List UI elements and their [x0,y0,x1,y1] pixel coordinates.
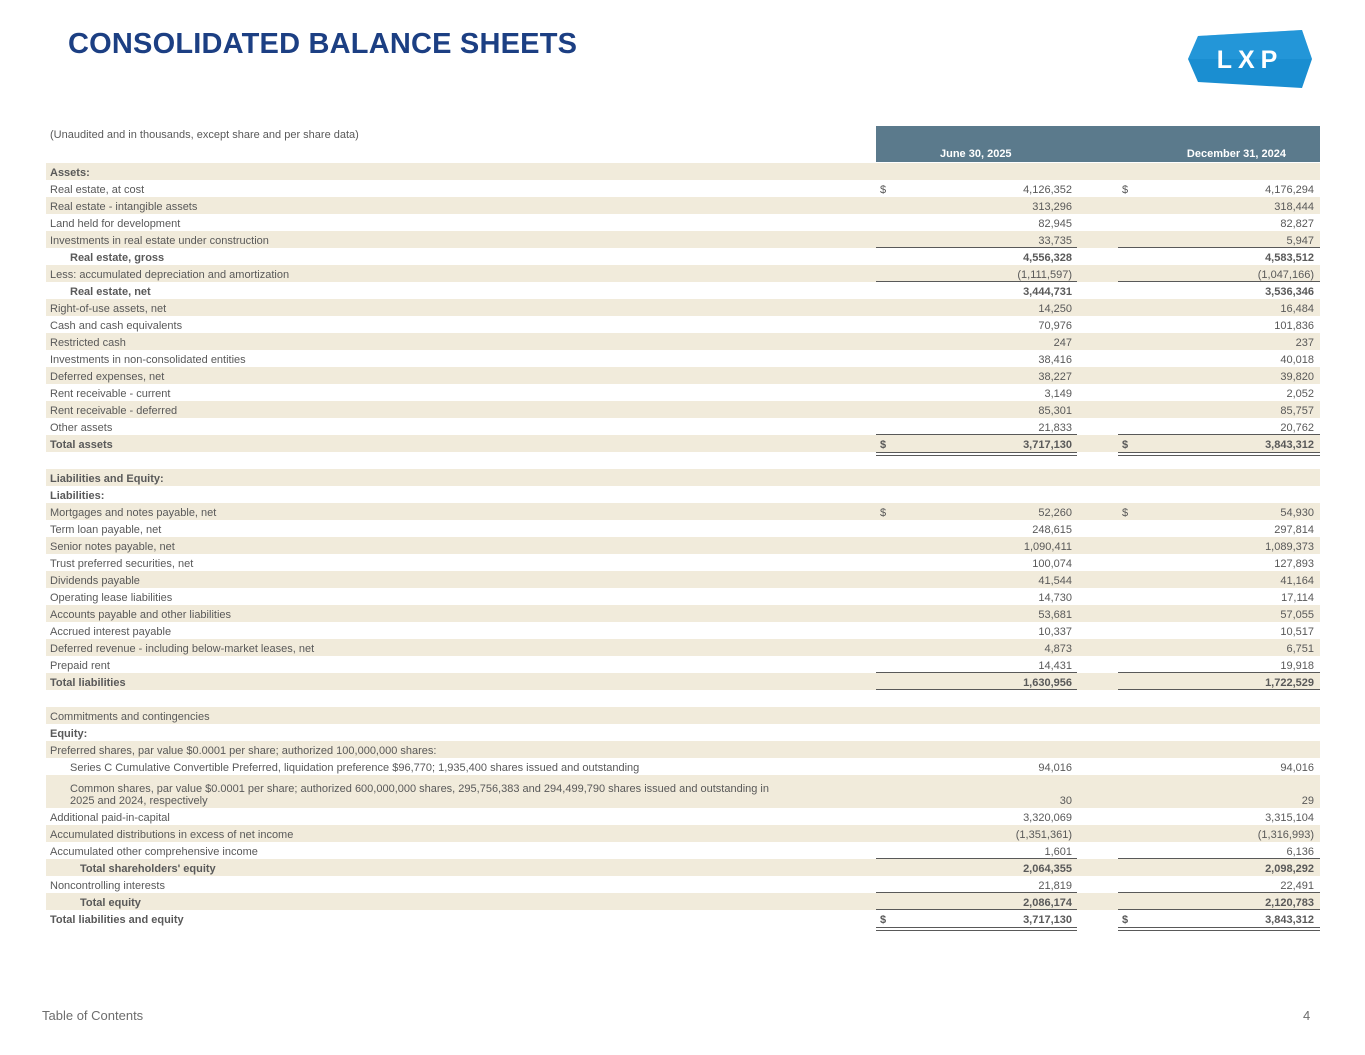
value-june-2025: 3,320,069 [1023,812,1072,824]
table-row [46,876,1320,893]
row-label: Accumulated other comprehensive income [50,846,258,858]
table-row [46,825,1320,842]
row-label: Other assets [50,422,113,434]
row-label: Series C Cumulative Convertible Preferred, liquidation preference $96,770; 1,935,400 shares issued and outstanding [70,762,640,774]
table-row [46,588,1320,605]
dollar-sign: $ [1122,914,1129,926]
row-label: Land held for development [50,218,181,230]
table-row [46,452,1320,469]
lxp-logo [1188,30,1312,88]
page-number: 4 [1303,1008,1311,1023]
value-dec-2024: 127,893 [1274,558,1314,570]
value-dec-2024: 3,843,312 [1265,914,1314,926]
value-june-2025: 53,681 [1038,609,1072,621]
table-row [46,418,1320,435]
value-dec-2024: 1,089,373 [1265,541,1314,553]
double-underline [1118,927,1320,931]
row-label: Mortgages and notes payable, net [50,507,217,519]
value-june-2025: 3,149 [1044,388,1072,400]
row-label: Restricted cash [50,337,126,349]
row-label: Rent receivable - current [50,388,171,400]
value-june-2025: (1,111,597) [1017,269,1072,281]
value-june-2025: 2,064,355 [1023,863,1072,875]
table-row [46,758,1320,775]
table-row [46,571,1320,588]
table-row [46,231,1320,248]
row-label: Senior notes payable, net [50,541,175,553]
table-row [46,367,1320,384]
double-underline [876,927,1077,931]
row-label: Real estate, net [70,286,151,298]
value-june-2025: 248,615 [1032,524,1072,536]
value-june-2025: 1,630,956 [1023,677,1072,689]
value-june-2025: 21,833 [1038,422,1072,434]
value-june-2025: 33,735 [1038,235,1072,247]
table-row [46,893,1320,910]
table-row [46,180,1320,197]
value-june-2025: 4,126,352 [1023,184,1072,196]
row-label: Deferred expenses, net [50,371,165,383]
value-dec-2024: 10,517 [1280,626,1314,638]
value-june-2025: 70,976 [1038,320,1072,332]
value-june-2025: 14,730 [1038,592,1072,604]
value-june-2025: 14,431 [1038,660,1072,672]
column-june-2025: June 30, 2025 [940,148,1012,160]
row-label: Equity: [50,728,88,740]
value-dec-2024: 22,491 [1280,880,1314,892]
table-row [46,486,1320,503]
table-row [46,842,1320,859]
value-dec-2024: 2,098,292 [1265,863,1314,875]
row-label: Real estate - intangible assets [50,201,198,213]
value-dec-2024: 39,820 [1280,371,1314,383]
value-dec-2024: 101,836 [1274,320,1314,332]
value-june-2025: 4,873 [1044,643,1072,655]
row-label: Investments in non-consolidated entities [50,354,246,366]
value-june-2025: 41,544 [1038,575,1072,587]
table-row [46,248,1320,265]
row-label: Operating lease liabilities [50,592,173,604]
row-label: Preferred shares, par value $0.0001 per share; authorized 100,000,000 shares: [50,745,437,757]
dollar-sign: $ [1122,439,1129,451]
table-row [46,316,1320,333]
page-title: CONSOLIDATED BALANCE SHEETS [68,28,578,60]
value-dec-2024: 6,751 [1286,643,1314,655]
svg-text:LXP: LXP [1216,46,1284,74]
value-june-2025: 1,601 [1044,846,1072,858]
row-label: Total liabilities and equity [50,914,184,926]
dollar-sign: $ [880,184,887,196]
row-label: Trust preferred securities, net [50,558,194,570]
row-label: Term loan payable, net [50,524,162,536]
value-june-2025: 3,444,731 [1023,286,1072,298]
value-dec-2024: 237 [1295,337,1314,349]
value-dec-2024: 82,827 [1280,218,1314,230]
value-june-2025: 38,416 [1038,354,1072,366]
row-label: Real estate, at cost [50,184,145,196]
value-june-2025: 100,074 [1032,558,1072,570]
row-label: Total shareholders' equity [80,863,216,875]
dollar-sign: $ [1122,184,1129,196]
value-dec-2024: 41,164 [1280,575,1314,587]
value-dec-2024: (1,316,993) [1257,829,1314,841]
value-dec-2024: 318,444 [1274,201,1314,213]
row-label: Prepaid rent [50,660,110,672]
row-label: Assets: [50,167,90,179]
table-row [46,384,1320,401]
table-subtitle: (Unaudited and in thousands, except share and per share data) [50,129,359,141]
value-june-2025: 2,086,174 [1023,897,1072,909]
table-row [46,605,1320,622]
table-row [46,469,1320,486]
value-june-2025: 82,945 [1038,218,1072,230]
value-june-2025: (1,351,361) [1015,829,1072,841]
dollar-sign: $ [880,507,887,519]
dollar-sign: $ [1122,507,1129,519]
value-dec-2024: 20,762 [1280,422,1314,434]
table-row [46,350,1320,367]
table-row [46,265,1320,282]
table-row [46,503,1320,520]
value-june-2025: 1,090,411 [1023,541,1072,553]
row-label: Accounts payable and other liabilities [50,609,232,621]
value-dec-2024: 17,114 [1281,592,1314,604]
value-dec-2024: 4,583,512 [1265,252,1314,264]
row-label: Common shares, par value $0.0001 per share; authorized 600,000,000 shares, 295,756,383 and 294,499,790 shares issued and outstanding in 2025 and 2024, respectively [70,783,769,807]
value-dec-2024: 54,930 [1280,507,1314,519]
table-row [46,910,1320,927]
table-row [46,333,1320,350]
value-june-2025: 14,250 [1038,303,1072,315]
row-label: Right-of-use assets, net [50,303,167,315]
value-dec-2024: 40,018 [1280,354,1314,366]
row-label: Total equity [80,897,141,909]
value-dec-2024: 94,016 [1280,762,1314,774]
table-row [46,197,1320,214]
row-label: Liabilities and Equity: [50,473,164,485]
value-june-2025: 4,556,328 [1023,252,1072,264]
column-dec-2024: December 31, 2024 [1186,148,1286,160]
value-june-2025: 247 [1053,337,1072,349]
table-row [46,299,1320,316]
value-dec-2024: 6,136 [1286,846,1314,858]
table-row [46,401,1320,418]
table-row [46,707,1320,724]
value-dec-2024: 85,757 [1280,405,1314,417]
table-of-contents-link[interactable]: Table of Contents [42,1008,144,1023]
column-header [876,126,1320,162]
value-dec-2024: 57,055 [1280,609,1314,621]
value-june-2025: 10,337 [1038,626,1072,638]
row-label: Deferred revenue - including below-market leases, net [50,643,315,655]
table-row [46,775,1320,808]
table-row [46,520,1320,537]
row-label: Noncontrolling interests [50,880,165,892]
value-june-2025: 38,227 [1038,371,1072,383]
table-row [46,214,1320,231]
table-row [46,554,1320,571]
value-june-2025: 3,717,130 [1023,439,1072,451]
value-dec-2024: 1,722,529 [1265,677,1314,689]
table-row [46,435,1320,452]
value-dec-2024: 4,176,294 [1265,184,1314,196]
row-label: Accumulated distributions in excess of net income [50,829,294,841]
value-dec-2024: 16,484 [1280,303,1314,315]
value-june-2025: 30 [1059,795,1072,807]
balance-sheet-table [46,163,1320,927]
table-row [46,859,1320,876]
table-row [46,622,1320,639]
value-dec-2024: 2,120,783 [1265,897,1314,909]
value-june-2025: 21,819 [1038,880,1072,892]
value-june-2025: 313,296 [1032,201,1072,213]
row-label: Liabilities: [50,490,105,502]
row-label: Total assets [50,439,113,451]
row-label: Rent receivable - deferred [50,405,178,417]
value-dec-2024: 19,918 [1280,660,1314,672]
table-row [46,808,1320,825]
table-row [46,741,1320,758]
value-dec-2024: 3,843,312 [1265,439,1314,451]
table-row [46,690,1320,707]
value-dec-2024: 5,947 [1286,235,1314,247]
table-row [46,163,1320,180]
row-label: Commitments and contingencies [50,711,210,723]
row-label: Cash and cash equivalents [50,320,183,332]
table-row [46,724,1320,741]
value-dec-2024: 2,052 [1286,388,1314,400]
table-row [46,282,1320,299]
table-row [46,639,1320,656]
row-label: Total liabilities [50,677,126,689]
value-dec-2024: 3,536,346 [1265,286,1314,298]
table-row [46,537,1320,554]
row-label: Less: accumulated depreciation and amortization [50,269,290,281]
row-label: Dividends payable [50,575,140,587]
dollar-sign: $ [880,914,887,926]
value-dec-2024: 3,315,104 [1265,812,1314,824]
row-label: Additional paid-in-capital [50,812,170,824]
row-label: Real estate, gross [70,252,165,264]
value-june-2025: 52,260 [1038,507,1072,519]
row-label: Accrued interest payable [50,626,172,638]
value-june-2025: 3,717,130 [1023,914,1072,926]
value-dec-2024: 29 [1301,795,1314,807]
dollar-sign: $ [880,439,887,451]
value-dec-2024: 297,814 [1274,524,1314,536]
table-row [46,673,1320,690]
value-dec-2024: (1,047,166) [1257,269,1314,281]
value-june-2025: 94,016 [1038,762,1072,774]
table-row [46,656,1320,673]
row-label: Investments in real estate under construction [50,235,269,247]
value-june-2025: 85,301 [1038,405,1072,417]
